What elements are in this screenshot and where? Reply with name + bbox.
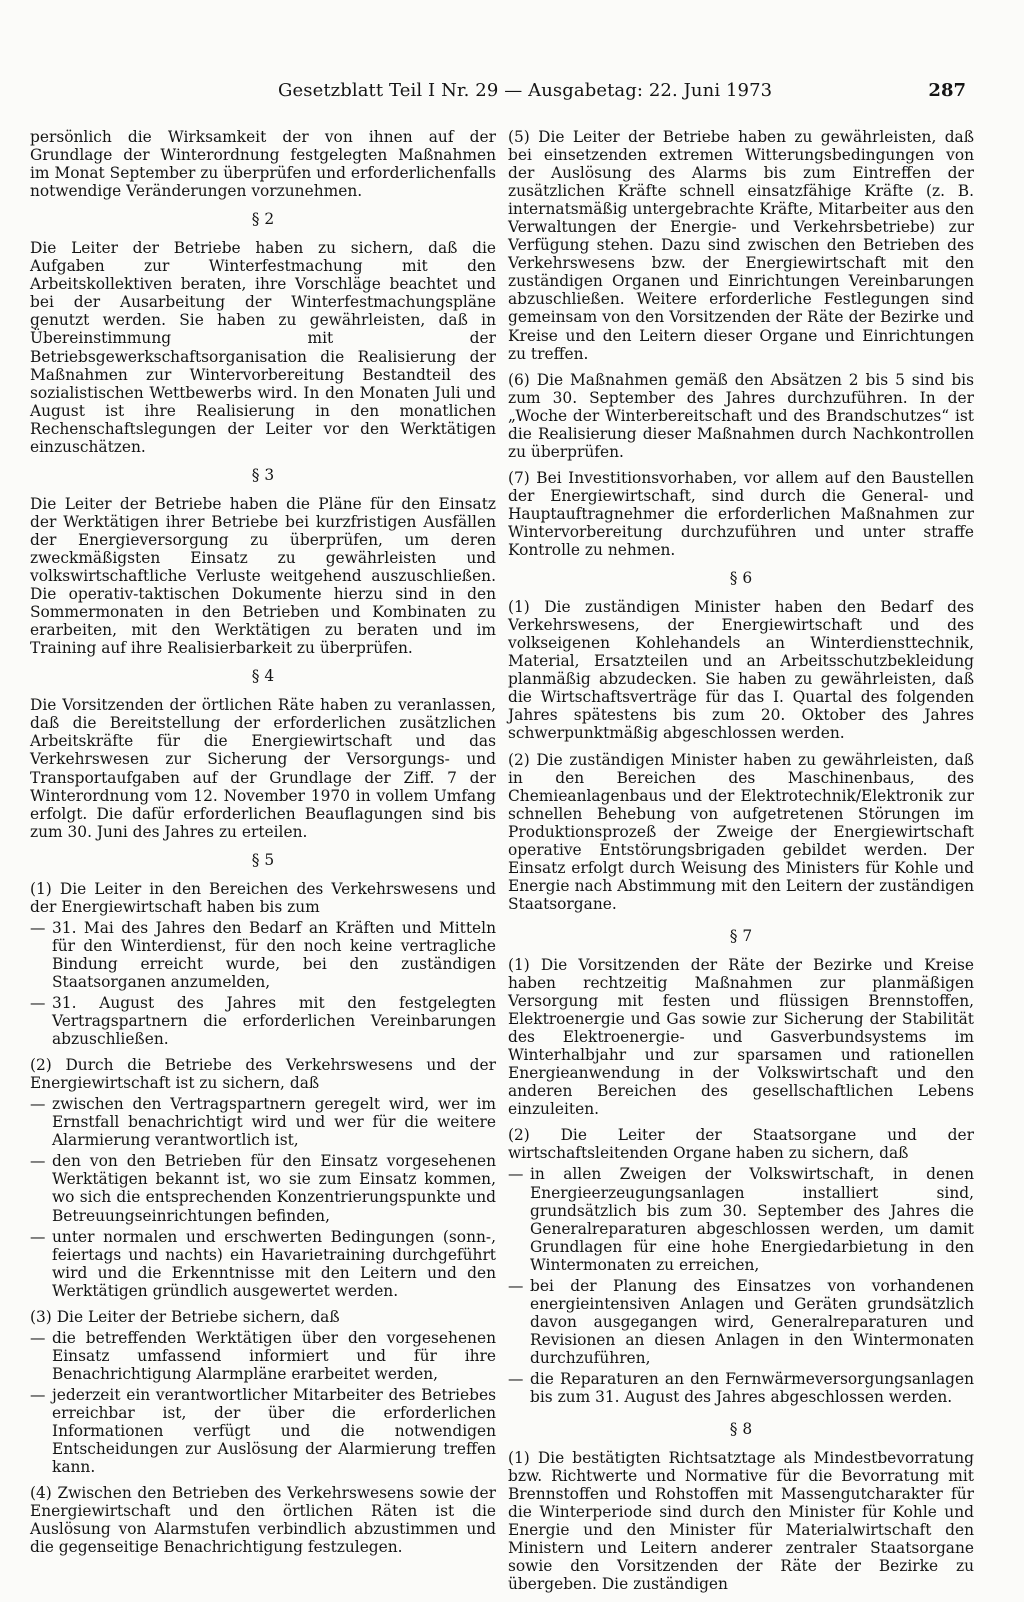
paragraph: Die Vorsitzenden der örtlichen Räte haben zu veranlassen, daß die Bereitstellung der erforderlichen zusätzlichen Arbeitskräfte für die Energiewirtschaft und das Verkehrswesen zur Sicherung der Versorgungs- und Transportaufgaben auf der Grundlage der Ziff. 7 der Winterordnung vom 12. November 1970 in vollem Umfang erfolgt. Die dafür erforderlichen Beauflagungen sind bis zum 30. Juni des Jahres zu erteilen. [30,696,496,841]
list-item [30,994,496,1048]
paragraph: (2) Die zuständigen Minister haben zu gewährleisten, daß in den Bereichen des Maschinenbaus, des Chemieanlagenbaus und der Elektrotechnik/Elektronik zur schnellen Behebung von aufgetretenen Störungen im Produktionsprozeß der Zweige der Energiewirtschaft operative Entstörungsbrigaden gebildet werden. Der Einsatz erfolgt durch Weisung des Ministers für Kohle und Energie nach Abstimmung mit den Leitern der zuständigen Staatsorgane. [508,750,974,913]
dash-marker: — [30,1095,46,1114]
list-item [30,1329,496,1383]
list-item-text: den von den Betrieben für den Einsatz vorgesehenen Werktätigen bekannt ist, wo sie zum Einsatz kommen, wo sich die entsprechenden Konzentrierungspunkte und Betreuungseinrichtungen befinden, [52,1152,496,1225]
list-item-text: die Reparaturen an den Fernwärmeversorgungsanlagen bis zum 31. August des Jahres abgeschlossen werden. [530,1370,974,1407]
dash-marker: — [30,994,46,1013]
dash-marker: — [30,1227,46,1246]
section-heading: § 6 [729,569,753,588]
paragraph: persönlich die Wirksamkeit der von ihnen auf der Grundlage der Winterordnung festgelegten Maßnahmen im Monat September zu überprüfen und erforderlichenfalls notwendige Veränderungen vorzunehmen. [30,128,496,201]
dash-marker: — [508,1276,524,1295]
list-item [30,1095,496,1149]
dash-marker: — [30,1152,46,1171]
list-item [30,1386,496,1476]
list-item [508,1277,974,1367]
dash-marker: — [30,918,46,937]
paragraph: (1) Die bestätigten Richtsatztage als Mindestbevorratung bzw. Richtwerte und Normative für die Bevorratung mit Brennstoffen und Rohstoffen mit Massengutcharakter für die Winterperiode sind durch den Minister für Kohle und Energie und den Minister für Materialwirtschaft den Ministern und Leitern anderer zentraler Staatsorgane sowie den Vorsitzenden der Räte der Bezirke zu übergeben. Die zuständigen [508,1449,974,1594]
left-column [30,128,496,1564]
header-title: Gesetzblatt Teil I Nr. 29 — Ausgabetag: 22. Juni 1973 [278,80,773,101]
list-item [30,919,496,991]
section-heading: § 5 [251,850,275,869]
list-item-text: in allen Zweigen der Volkswirtschaft, in denen Energieerzeugungsanlagen installiert sind, grundsätzlich bis zum 30. September des Jahres die Generalreparaturen abgeschlossen werden, um damit Grundlagen für eine hohe Energiedarbietung in den Wintermonaten zu erreichen, [530,1165,974,1274]
list-item [30,1228,496,1300]
paragraph: (3) Die Leiter der Betriebe sichern, daß [30,1307,340,1326]
paragraph: (2) Die Leiter der Staatsorgane und der wirtschaftsleitenden Organe haben zu sichern, daß [508,1126,974,1163]
paragraph: (5) Die Leiter der Betriebe haben zu gewährleisten, daß bei einsetzenden extremen Witterungsbedingungen von der Auslösung des Alarms bis zum Eintreffen der zusätzlichen Kräfte schnell einsatzfähige Kräfte (z. B. internatsmäßig untergebrachte Kräfte, Mitarbeiter aus den Verwaltungen der Energie- und Verkehrsbetriebe) zur Verfügung stehen. Dazu sind zwischen den Betrieben des Verkehrswesens bzw. der Energiewirtschaft mit den zuständigen Organen und Einrichtungen Vereinbarungen abzuschließen. Weitere erforderliche Festlegungen sind gemeinsam von den Vorsitzenden der Räte der Bezirke und Kreise und den Leitern dieser Organe und Einrichtungen zu treffen. [508,128,974,363]
section-heading: § 8 [729,1420,753,1439]
page-number: 287 [928,80,966,101]
dash-marker: — [508,1165,524,1184]
section-heading: § 2 [251,210,275,229]
paragraph: (6) Die Maßnahmen gemäß den Absätzen 2 bis 5 sind bis zum 30. September des Jahres durchzuführen. In der „Woche der Winterbereitschaft und des Brandschutzes“ ist die Realisierung dieser Maßnahmen durch Nachkontrollen zu überprüfen. [508,370,974,461]
list-item-text: zwischen den Vertragspartnern geregelt wird, wer im Ernstfall benachrichtigt wird und wer für die weitere Alarmierung verantwortlich ist, [52,1095,496,1150]
paragraph: (1) Die Leiter in den Bereichen des Verkehrswesens und der Energiewirtschaft haben bis zum [30,879,496,916]
right-column [508,128,974,1602]
paragraph: Die Leiter der Betriebe haben zu sichern, daß die Aufgaben zur Winterfestmachung mit den Arbeitskollektiven beraten, ihre Vorschläge beachtet und bei der Ausarbeitung der Winterfestmachungspläne genutzt werden. Sie haben zu gewährleisten, daß in Übereinstimmung mit der Betriebsgewerkschaftsorganisation die Realisierung der Maßnahmen zur Wintervorbereitung Bestandteil des sozialistischen Wettbewerbs wird. In den Monaten Juli und August ist ihre Realisierung in den monatlichen Rechenschaftslegungen der Leiter vor den Werktätigen einzuschätzen. [30,239,496,456]
section-heading: § 4 [251,667,275,686]
paragraph: (4) Zwischen den Betrieben des Verkehrswesens sowie der Energiewirtschaft und den örtlichen Räten ist die Auslösung von Alarmstufen verbindlich abzustimmen und die gegenseitige Benachrichtigung festzulegen. [30,1484,496,1557]
list-item-text: die betreffenden Werktätigen über den vorgesehenen Einsatz umfassend informiert und für ihre Benachrichtigung Alarmpläne erarbeitet werden, [52,1328,496,1383]
paragraph: Die Leiter der Betriebe haben die Pläne für den Einsatz der Werktätigen ihrer Betriebe bei kurzfristigen Ausfällen der Energieversorgung zu überprüfen, um deren zweckmäßigsten Einsatz zu gewährleisten und volkswirtschaftliche Verluste weitgehend auszuschließen. Die operativ-taktischen Dokumente hierzu sind in den Sommermonaten in den Betrieben und Kombinaten zu erarbeiten, mit den Werktätigen zu beraten und im Training auf ihre Realisierbarkeit zu überprüfen. [30,494,496,658]
paragraph: (1) Die Vorsitzenden der Räte der Bezirke und Kreise haben rechtzeitig Maßnahmen zur planmäßigen Versorgung mit festen und flüssigen Brennstoffen, Elektroenergie und Gas sowie zur Sicherung der Stabilität des Elektroenergie- und Gasverbundsystems im Winterhalbjahr und zur sparsamen und rationellen Energieanwendung in der Volkswirtschaft und den anderen Bereichen des gesellschaftlichen Lebens einzuleiten. [508,955,974,1119]
list-item-text: bei der Planung des Einsatzes von vorhandenen energieintensiven Anlagen und Geräten grundsätzlich davon ausgegangen wird, Generalreparaturen und Revisionen an diesen Anlagen in den Wintermonaten durchzuführen, [530,1276,974,1367]
list-item-text: 31. Mai des Jahres den Bedarf an Kräften und Mitteln für den Winterdienst, für den noch keine vertragliche Bindung erreicht wurde, bei den zuständigen Staatsorganen anzumelden, [52,918,496,991]
list-item [508,1165,974,1273]
list-item [508,1370,974,1406]
list-item [30,1152,496,1224]
list-item-text: jederzeit ein verantwortlicher Mitarbeiter des Betriebes erreichbar ist, der über die erforderlichen Informationen verfügt und die notwendigen Entscheidungen zur Auslösung der Alarmierung treffen kann. [52,1385,496,1477]
section-heading: § 3 [251,465,275,484]
dash-marker: — [30,1385,46,1404]
list-item-text: 31. August des Jahres mit den festgelegten Vertragspartnern die erforderlichen Vereinbarungen abzuschließen. [52,994,496,1049]
list-item-text: unter normalen und erschwerten Bedingungen (sonn-, feiertags und nachts) ein Havarietraining durchgeführt wird und die Erkenntnisse mit den Leitern und den Werktätigen gründlich ausgewertet werden. [52,1227,496,1300]
section-heading: § 7 [729,926,753,945]
dash-marker: — [508,1370,524,1388]
paragraph: (7) Bei Investitionsvorhaben, vor allem auf den Baustellen der Energiewirtschaft, sind durch die General- und Hauptauftragnehmer die erforderlichen Maßnahmen zur Wintervorbereitung durchzuführen und unter straffe Kontrolle zu nehmen. [508,468,974,560]
page-header [278,80,966,110]
dash-marker: — [30,1328,46,1347]
paragraph: (1) Die zuständigen Minister haben den Bedarf des Verkehrswesens, der Energiewirtschaft und des volkseigenen Kohlehandels an Winterdiensttechnik, Material, Ersatzteilen und an Arbeitsschutzbekleidung planmäßig abzudecken. Sie haben zu gewährleisten, daß die Wirtschaftsverträge für das I. Quartal des folgenden Jahres spätestens bis zum 20. Oktober des Jahres schwerpunktmäßig abgeschlossen werden. [508,598,974,743]
paragraph: (2) Durch die Betriebe des Verkehrswesens und der Energiewirtschaft ist zu sichern, daß [30,1056,496,1093]
